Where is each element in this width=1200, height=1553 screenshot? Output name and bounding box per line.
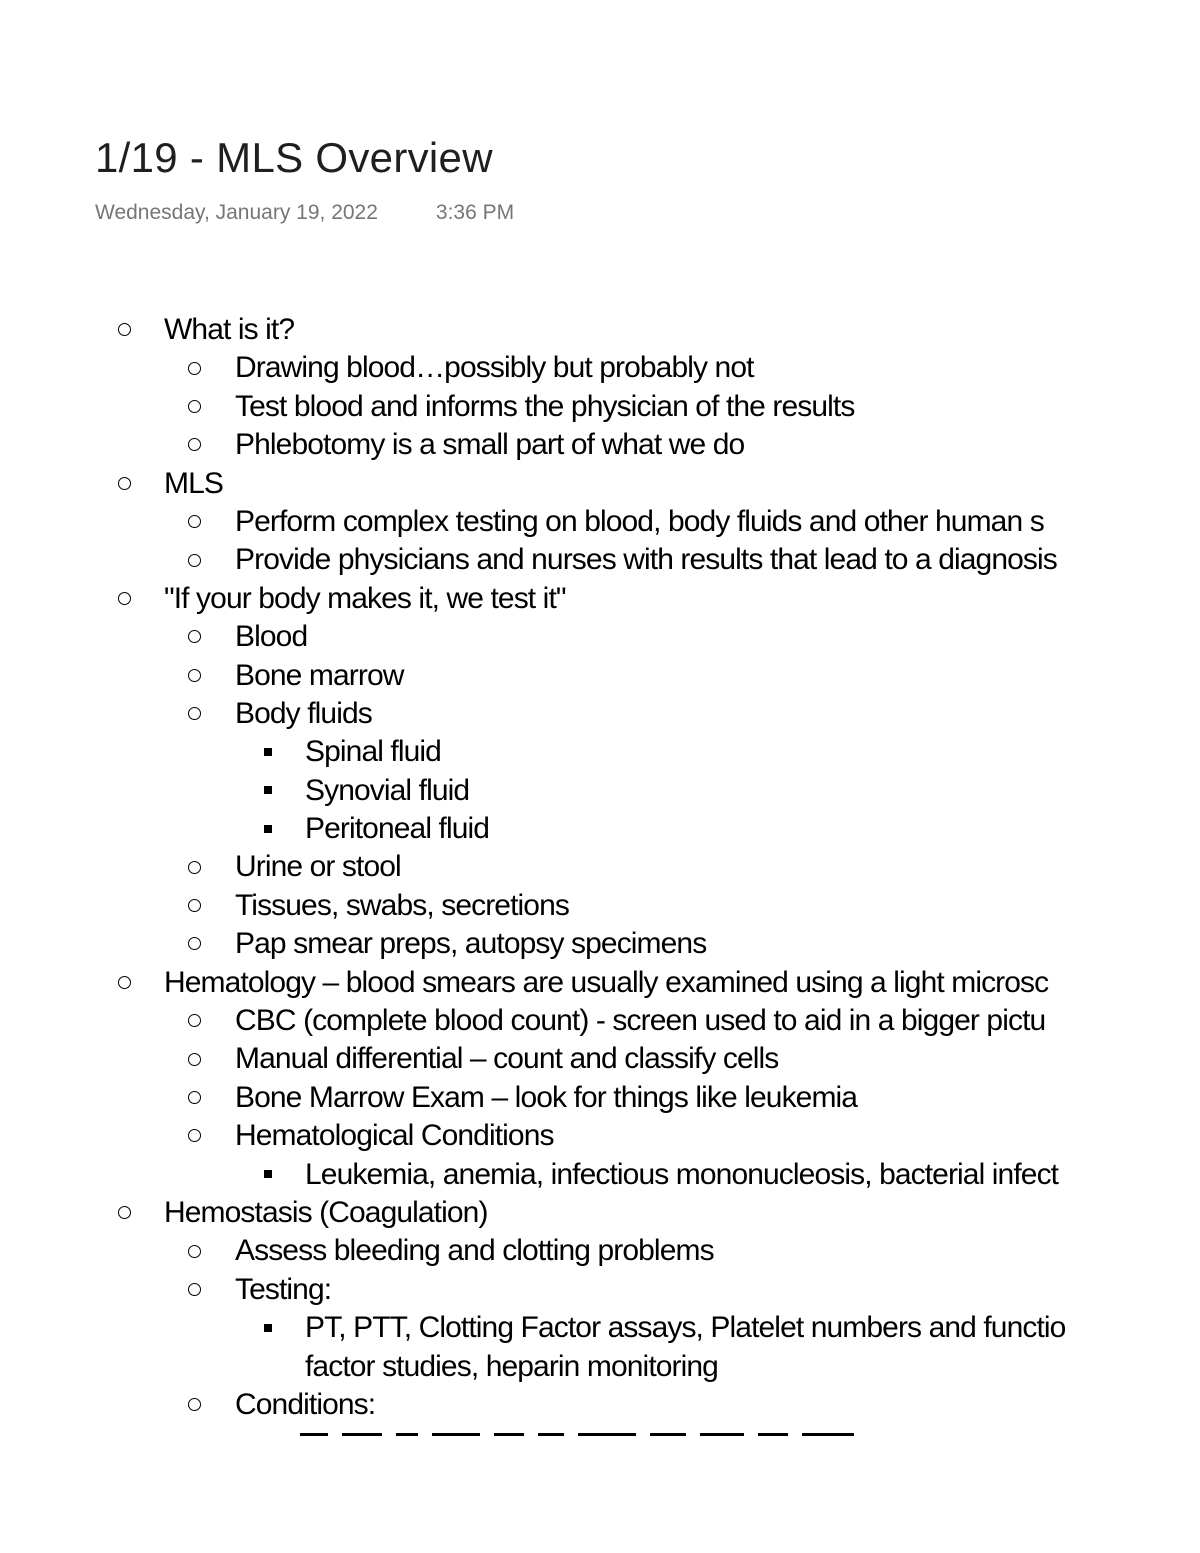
outline-item-text: Hemostasis (Coagulation) <box>164 1195 488 1229</box>
circle-bullet-icon <box>188 1271 201 1309</box>
outline-item-text: Hematology – blood smears are usually examined using a light microsc <box>164 965 1049 999</box>
page-timestamp <box>95 201 514 225</box>
outline-item-text: PT, PTT, Clotting Factor assays, Platelet numbers and functio <box>305 1311 1066 1345</box>
outline-item <box>0 1079 1200 1117</box>
circle-bullet-icon <box>118 311 131 349</box>
outline-item-text: Urine or stool <box>235 850 401 884</box>
outline-item-text: Drawing blood…possibly but probably not <box>235 351 754 385</box>
circle-bullet-icon <box>188 1002 201 1040</box>
circle-bullet-icon <box>188 887 201 925</box>
circle-bullet-icon <box>118 964 131 1002</box>
circle-bullet-icon <box>188 618 201 656</box>
outline-item <box>0 1271 1200 1309</box>
outline-item <box>0 388 1200 426</box>
outline-item <box>0 311 1200 349</box>
circle-bullet-icon <box>188 925 201 963</box>
outline-item <box>0 580 1200 618</box>
circle-bullet-icon <box>188 1117 201 1155</box>
outline-item <box>0 1309 1200 1347</box>
outline-item <box>0 657 1200 695</box>
circle-bullet-icon <box>188 1232 201 1270</box>
circle-bullet-icon <box>188 541 201 579</box>
outline-item <box>0 1156 1200 1194</box>
outline-item <box>0 1348 1200 1386</box>
square-bullet-icon <box>264 772 272 810</box>
outline-item-text: MLS <box>164 466 223 500</box>
outline-item <box>0 733 1200 771</box>
outline-item-text: Peritoneal fluid <box>305 812 490 846</box>
circle-bullet-icon <box>118 580 131 618</box>
square-bullet-icon <box>264 1309 272 1347</box>
outline-item-text: factor studies, heparin monitoring <box>305 1349 718 1383</box>
outline-item-text: Blood <box>235 620 308 654</box>
outline-item <box>0 1002 1200 1040</box>
outline-item <box>0 925 1200 963</box>
outline-item-text: Assess bleeding and clotting problems <box>235 1234 714 1268</box>
outline-item <box>0 848 1200 886</box>
outline-item-text: What is it? <box>164 313 295 346</box>
outline-item-text: Pap smear preps, autopsy specimens <box>235 927 707 961</box>
outline-list <box>0 311 1200 1435</box>
circle-bullet-icon <box>188 503 201 541</box>
outline-item <box>0 503 1200 541</box>
outline-item-text: CBC (complete blood count) - screen used to aid in a bigger pictu <box>235 1004 1046 1038</box>
outline-item <box>0 618 1200 656</box>
outline-item-text: Synovial fluid <box>305 773 470 807</box>
circle-bullet-icon <box>188 657 201 695</box>
outline-item-text: Manual differential – count and classify cells <box>235 1042 779 1076</box>
circle-bullet-icon <box>188 1079 201 1117</box>
outline-item-text: "If your body makes it, we test it" <box>164 581 566 615</box>
outline-item-text: Phlebotomy is a small part of what we do <box>235 428 745 462</box>
outline-item-text: Tissues, swabs, secretions <box>235 888 569 922</box>
circle-bullet-icon <box>188 848 201 886</box>
outline-item <box>0 887 1200 925</box>
outline-item-text: Hematological Conditions <box>235 1119 554 1153</box>
outline-item <box>0 772 1200 810</box>
cut-off-line <box>300 1433 1000 1439</box>
outline-item-text: Perform complex testing on blood, body fluids and other human s <box>235 504 1044 538</box>
outline-item-text: Provide physicians and nurses with results that lead to a diagnosis <box>235 543 1057 577</box>
outline-item-text: Bone Marrow Exam – look for things like leukemia <box>235 1080 858 1114</box>
page-title: 1/19 - MLS Overview <box>95 134 493 181</box>
outline-item <box>0 349 1200 387</box>
circle-bullet-icon <box>188 695 201 733</box>
outline-item-text: Conditions: <box>235 1387 376 1421</box>
circle-bullet-icon <box>118 1194 131 1232</box>
outline-item-text: Bone marrow <box>235 658 404 692</box>
outline-item-text: Testing: <box>235 1272 332 1306</box>
outline-item-text: Test blood and informs the physician of the results <box>235 389 855 423</box>
outline-item <box>0 465 1200 503</box>
circle-bullet-icon <box>118 465 131 503</box>
outline-item <box>0 1386 1200 1424</box>
square-bullet-icon <box>264 810 272 848</box>
outline-item <box>0 695 1200 733</box>
page-time: 3:36 PM <box>435 201 515 224</box>
square-bullet-icon <box>264 733 272 771</box>
outline-item-text: Leukemia, anemia, infectious mononucleosis, bacterial infect <box>305 1157 1059 1191</box>
outline-item <box>0 541 1200 579</box>
outline-item-text: Body fluids <box>235 696 372 730</box>
page-date: Wednesday, January 19, 2022 <box>95 201 378 224</box>
outline-item <box>0 1232 1200 1270</box>
outline-item <box>0 1194 1200 1232</box>
outline-item <box>0 964 1200 1002</box>
outline-item <box>0 426 1200 464</box>
outline-item <box>0 810 1200 848</box>
square-bullet-icon <box>264 1156 272 1194</box>
circle-bullet-icon <box>188 349 201 387</box>
outline-item-text: Spinal fluid <box>305 735 441 769</box>
circle-bullet-icon <box>188 388 201 426</box>
circle-bullet-icon <box>188 1386 201 1424</box>
outline-item <box>0 1040 1200 1078</box>
circle-bullet-icon <box>188 426 201 464</box>
outline-item <box>0 1117 1200 1155</box>
circle-bullet-icon <box>188 1040 201 1078</box>
